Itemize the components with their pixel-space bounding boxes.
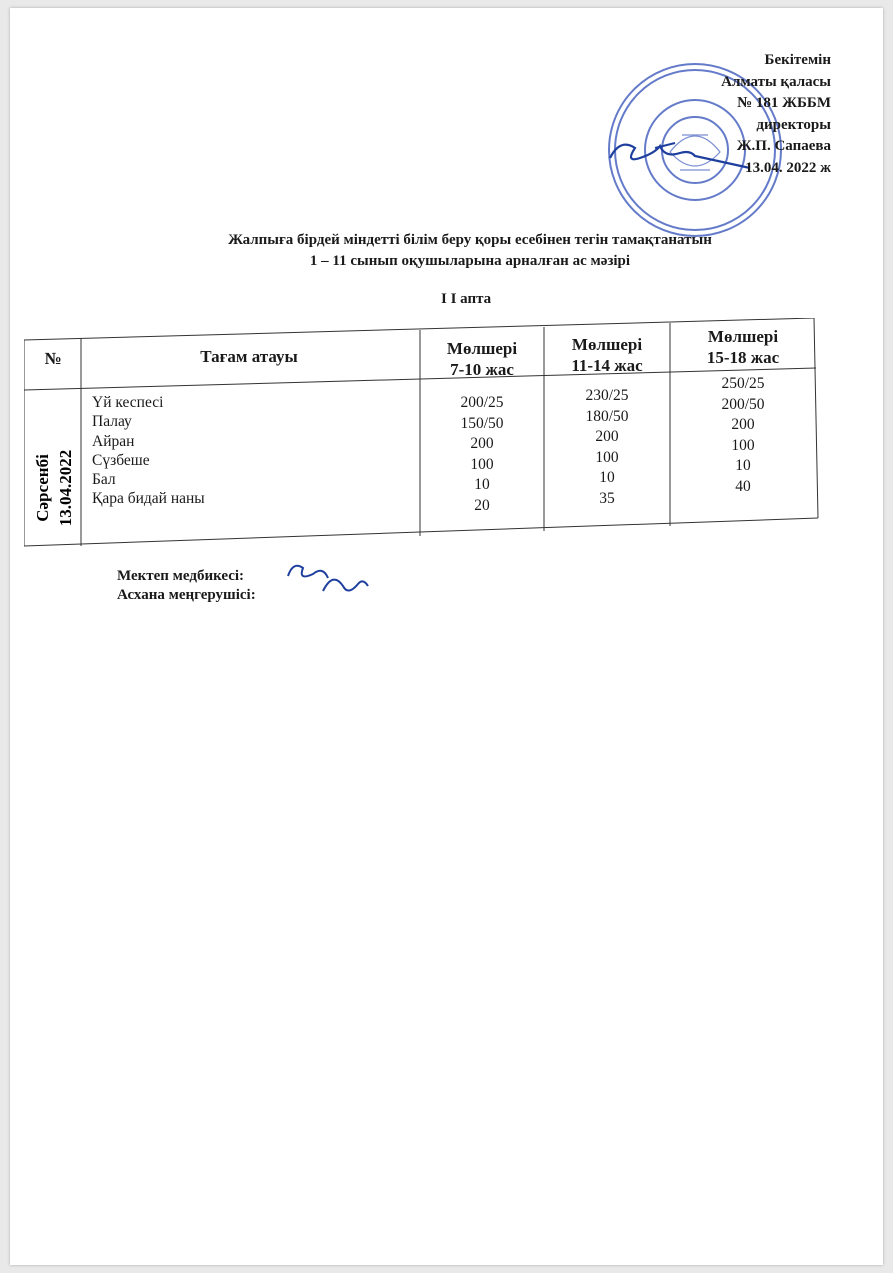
dish-item: Палау: [92, 413, 132, 431]
qty-value: 35: [599, 489, 615, 507]
qty-value: 200/25: [460, 394, 504, 411]
dish-item: Айран: [92, 432, 135, 450]
week-label: I I апта: [441, 291, 492, 307]
qty-value: 100: [470, 455, 494, 473]
qty-value: 20: [474, 496, 490, 514]
header-number: №: [44, 349, 62, 368]
dish-item: Бал: [92, 471, 116, 489]
approval-line-5: Ж.П. Сапаева: [736, 138, 831, 154]
qty-value: 200: [731, 416, 755, 433]
approval-line-4: директоры: [756, 116, 831, 133]
nurse-label: Мектеп медбикесі:: [117, 568, 245, 584]
approval-block: [721, 50, 831, 179]
qty-value: 200: [595, 428, 619, 445]
header-age-7-10: Мөлшері 7-10 жас: [446, 339, 518, 379]
day-label: Сәрсенбі 13.04.2022: [32, 449, 75, 527]
header-dish-name: Тағам атауы: [200, 347, 298, 366]
qty-value: 250/25: [721, 375, 765, 392]
qty-value: 10: [599, 469, 615, 486]
header-age-11-14: Мөлшері 11-14 жас: [571, 335, 643, 375]
dish-item: Қара бидай наны: [92, 490, 205, 508]
dish-list: [92, 393, 205, 509]
signature-block: [117, 567, 256, 605]
qty-column-age-11-14: [546, 386, 668, 509]
document-title-line-2: 1 – 11 сынып оқушыларына арналған ас мәзірі: [309, 253, 631, 269]
qty-value: 150/50: [460, 414, 504, 432]
dish-item: Үй кеспесі: [92, 394, 164, 411]
document-title-line-1: Жалпыға бірдей міндетті білім беру қоры есебінен тегін тамақтанатын: [228, 232, 712, 248]
approval-line-6: 13.04. 2022 ж: [745, 159, 831, 176]
dish-item: Сүзбеше: [92, 451, 150, 469]
qty-value: 230/25: [585, 387, 629, 404]
approval-line-2: Алматы қаласы: [721, 73, 831, 90]
qty-value: 10: [474, 476, 490, 493]
approval-line-3: № 181 ЖББМ: [737, 95, 831, 111]
header-age-15-18: Мөлшері 15-18 жас: [706, 327, 780, 367]
qty-value: 100: [731, 436, 755, 454]
canteen-manager-label: Асхана меңгерушісі:: [117, 587, 256, 603]
handwritten-signatures: [283, 556, 383, 606]
qty-value: 200: [470, 435, 494, 452]
approval-line-1: Бекітемін: [764, 52, 831, 68]
qty-value: 180/50: [585, 407, 629, 425]
qty-value: 200/50: [721, 395, 765, 413]
qty-value: 10: [735, 457, 751, 474]
qty-column-age-7-10: [422, 393, 542, 516]
day-cell: [26, 428, 81, 548]
qty-value: 40: [735, 477, 751, 495]
qty-value: 100: [595, 448, 619, 466]
menu-table: [24, 318, 824, 550]
qty-column-age-15-18: [672, 374, 814, 497]
